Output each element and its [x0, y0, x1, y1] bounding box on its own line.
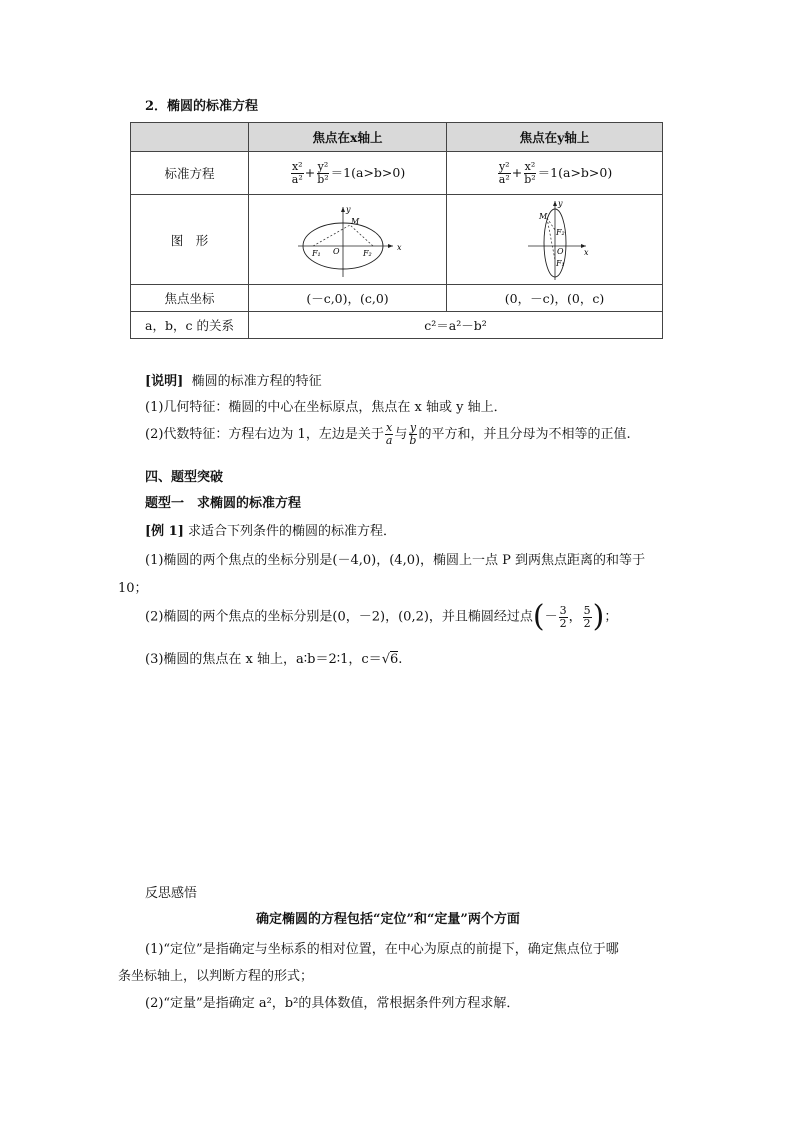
fig1-f2-label: F₂ — [362, 248, 372, 258]
row-label-focus: 焦点坐标 — [131, 285, 249, 312]
table-row-figure — [131, 195, 663, 285]
note-line2-mid: 与 — [394, 427, 408, 442]
note-frac2-den: b — [409, 434, 417, 447]
equation-y-focus: $\frac{\text{y²}}{\text{a²}}$ + $\frac{\text{x²}}{\text{b²}}$ ＝1(a>b>0) — [447, 152, 663, 195]
q2-comma: ， — [568, 609, 582, 625]
fig1-o-label: O — [332, 246, 340, 256]
q2-neg: － — [544, 609, 558, 625]
fig2-f1-label: F₁ — [555, 258, 565, 268]
example-q2: (2)椭圆的两个焦点的坐标分别是(0，－2)，(0,2)，并且椭圆经过点(－ $\frac{3}{2}$ ， $\frac{5}{2}$ )； — [145, 599, 618, 634]
q2-frac2-num: 5 — [583, 603, 591, 617]
fig2-o-label: O — [556, 246, 564, 256]
vertical-ellipse-diagram — [520, 198, 590, 282]
figure-horizontal-ellipse — [249, 195, 447, 285]
reflection-p1-line1: (1)“定位”是指确定与坐标系的相对位置，在中心为原点的前提下，确定焦点位于哪 — [145, 942, 619, 957]
type1-heading: 题型一 求椭圆的标准方程 — [145, 496, 302, 511]
section-title: 2．椭圆的标准方程 — [145, 99, 259, 114]
row-label-relation: a，b，c 的关系 — [131, 312, 249, 339]
q2-post: ； — [604, 609, 618, 625]
table-row-relation — [131, 312, 663, 339]
fig2-x-label: x — [583, 247, 589, 257]
fig1-f1-label: F₁ — [311, 248, 321, 258]
eq-y-den2: b² — [524, 172, 536, 186]
note-line2-pre: (2)代数特征：方程右边为 1，左边是关于 — [145, 427, 384, 442]
example-q3 — [145, 648, 402, 667]
row-label-standard-equation: 标准方程 — [131, 152, 249, 195]
eq-x-rhs: ＝1(a>b>0) — [330, 164, 406, 180]
part4-heading: 四、题型突破 — [145, 470, 224, 485]
table-row-focus-coordinates — [131, 285, 663, 312]
example-tag: [例 1] — [145, 524, 184, 539]
table-header-row — [131, 123, 663, 152]
header-y-axis: 焦点在y轴上 — [447, 123, 663, 152]
fig2-y-label: y — [557, 198, 563, 208]
eq-y-den1: a² — [498, 172, 510, 186]
eq-x-den2: b² — [317, 172, 329, 186]
example-q1-line2: 10； — [118, 581, 148, 596]
q3-pre: (3)椭圆的焦点在 x 轴上，a∶b＝2∶1，c＝ — [145, 652, 382, 667]
sqrt-symbol: √ — [381, 652, 390, 667]
example-text: 求适合下列条件的椭圆的标准方程． — [188, 524, 397, 539]
eq-x-den1: a² — [291, 172, 303, 186]
row-label-figure: 图 形 — [131, 195, 249, 285]
example-intro — [145, 520, 396, 539]
q3-sqrt-value: 6 — [389, 652, 399, 667]
note-frac2-num: y — [409, 421, 417, 434]
fig2-m-label: M — [538, 211, 547, 221]
ellipse-standard-equation-table — [130, 122, 663, 339]
eq-y-rhs: ＝1(a>b>0) — [537, 164, 613, 180]
note-frac1-num: x — [386, 421, 393, 434]
focus-y-coords: (0，－c)，(0，c) — [447, 285, 663, 312]
eq-y-num2: x² — [524, 159, 536, 173]
q2-pre: (2)椭圆的两个焦点的坐标分别是(0，－2)，(0,2)，并且椭圆经过点 — [145, 609, 533, 625]
relation-formula: c²＝a²－b² — [249, 312, 663, 339]
eq-x-num2: y² — [317, 159, 329, 173]
note-frac1-den: a — [385, 434, 393, 447]
equation-x-focus: $\frac{\text{x²}}{\text{a²}}$ + $\frac{\text{y²}}{\text{b²}}$ ＝1(a>b>0) — [249, 152, 447, 195]
note-tag: [说明] — [145, 374, 184, 389]
example-q1-line1: (1)椭圆的两个焦点的坐标分别是(－4,0)，(4,0)，椭圆上一点 P 到两焦点距离的和等于 — [145, 553, 646, 568]
reflection-heading: 反思感悟 — [145, 886, 198, 901]
q3-post: . — [398, 652, 403, 667]
fig1-x-label: x — [396, 242, 402, 252]
fig1-y-label: y — [345, 204, 351, 214]
q2-frac1-den: 2 — [559, 616, 567, 630]
header-x-axis: 焦点在x轴上 — [249, 123, 447, 152]
note-line-1: (1)几何特征：椭圆的中心在坐标原点，焦点在 x 轴或 y 轴上． — [145, 400, 507, 415]
reflection-title: 确定椭圆的方程包括“定位”和“定量”两个方面 — [256, 912, 520, 927]
focus-x-coords: (－c,0)，(c,0) — [249, 285, 447, 312]
q2-frac2-den: 2 — [583, 616, 591, 630]
header-empty-cell — [131, 123, 249, 152]
note-title: 椭圆的标准方程的特征 — [191, 374, 322, 389]
eq-y-num1: y² — [498, 159, 510, 173]
table-row-standard-equation — [131, 152, 663, 195]
reflection-p2: (2)“定量”是指确定 a²，b²的具体数值，常根据条件列方程求解． — [145, 996, 520, 1011]
fig1-m-label: M — [350, 216, 359, 226]
horizontal-ellipse-diagram — [293, 201, 403, 279]
q2-frac1-num: 3 — [559, 603, 567, 617]
note-heading — [145, 370, 322, 389]
reflection-p1-line2: 条坐标轴上，以判断方程的形式； — [118, 969, 314, 984]
eq-x-num1: x² — [291, 159, 303, 173]
note-line2-post: 的平方和，并且分母为不相等的正值. — [418, 427, 631, 442]
note-line-2 — [145, 422, 631, 447]
fig2-f2-label: F₂ — [555, 227, 565, 237]
figure-vertical-ellipse — [447, 195, 663, 285]
